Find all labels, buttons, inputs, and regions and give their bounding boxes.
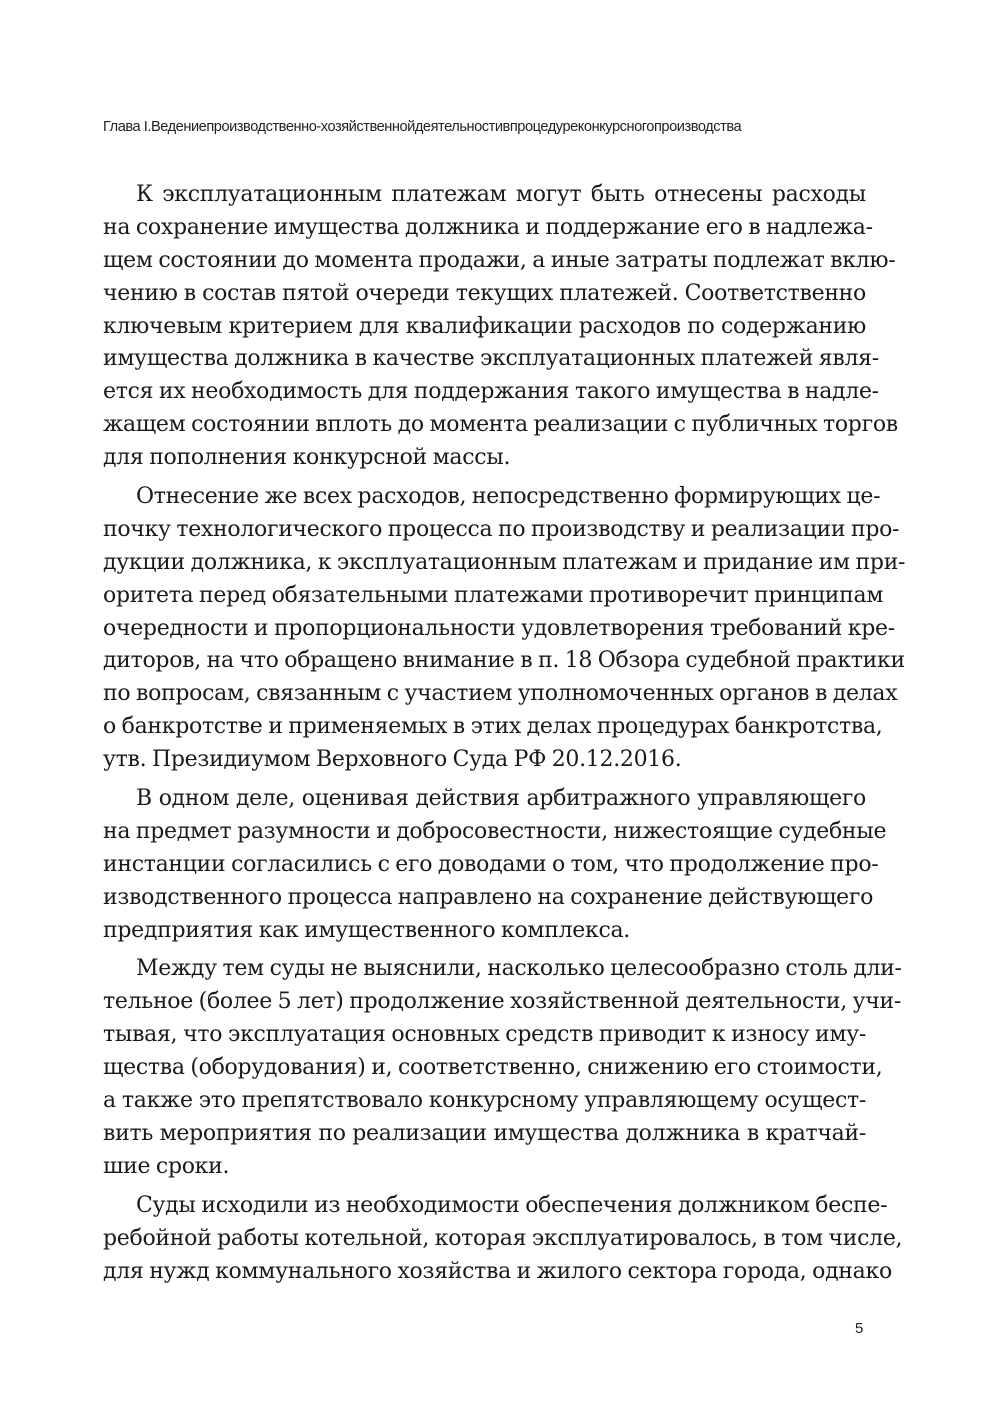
body-text (103, 179, 906, 1294)
text-line: К эксплуатационным платежам могут быть отнесены расходы (136, 182, 866, 207)
text-line: вить мероприятия по реализации имущества должника в кратчай- (103, 1120, 866, 1146)
text-line: о банкротстве и применяемых в этих делах процедурах банкротства, (103, 714, 883, 740)
text-line: тывая, что эксплуатация основных средств приводит к износу иму- (103, 1022, 866, 1048)
text-line: на сохранение имущества должника и поддержание его в надлежа- (103, 214, 873, 240)
text-line: ется их необходимость для поддержания такого имущества в надле- (103, 379, 879, 405)
text-line: щем состоянии до момента продажи, а иные затраты подлежат вклю- (103, 247, 896, 273)
paragraph-4 (103, 953, 902, 1183)
text-line: для нужд коммунального хозяйства и жилого сектора города, однако (103, 1258, 892, 1284)
text-line: инстанции согласились с его доводами о том, что продолжение про- (103, 851, 879, 877)
text-line: Отнесение же всех расходов, непосредственно формирующих це- (136, 484, 881, 510)
text-line: для пополнения конкурсной массы. (103, 445, 511, 471)
text-line: жащем состоянии вплоть до момента реализации с публичных торгов (103, 412, 898, 438)
text-line: чению в состав пятой очереди текущих платежей. Соответственно (103, 280, 866, 306)
text-line: шие сроки. (103, 1153, 230, 1179)
text-line: утв. Президиумом Верховного Суда РФ 20.12.2016. (103, 747, 682, 773)
text-line: ребойной работы котельной, которая эксплуатировалось, в том числе, (103, 1225, 903, 1251)
text-line: ключевым критерием для квалификации расходов по содержанию (103, 313, 866, 339)
text-line: Между тем суды не выяснили, насколько целесообразно столь дли- (136, 956, 902, 982)
running-header: Глава I.Ведениепроизводственно-хозяйственнойдеятельностивпроцедуреконкурсногопроизводства (103, 119, 742, 135)
text-line: по вопросам, связанным с участием уполномоченных органов в делах (103, 681, 898, 707)
text-line: дукции должника, к эксплуатационным платежам и придание им при- (103, 549, 906, 575)
text-line: очередности и пропорциональности удовлетворения требований кре- (103, 615, 895, 641)
text-line: диторов, на что обращено внимание в п. 18 Обзора судебной практики (103, 648, 905, 674)
text-line: на предмет разумности и добросовестности, нижестоящие судебные (103, 818, 887, 844)
text-line: изводственного процесса направлено на сохранение действующего (103, 884, 874, 910)
text-line: В одном деле, оценивая действия арбитражного управляющего (136, 786, 866, 812)
paragraph-2 (103, 481, 906, 777)
text-line: предприятия как имущественного комплекса. (103, 917, 630, 943)
page-number: 5 (855, 1320, 864, 1337)
text-line: имущества должника в качестве эксплуатационных платежей явля- (103, 346, 879, 372)
text-line: тельное (более 5 лет) продолжение хозяйственной деятельности, учи- (103, 989, 901, 1015)
text-line: щества (оборудования) и, соответственно, снижению его стоимости, (103, 1055, 883, 1081)
paragraph-3 (103, 783, 887, 947)
text-line: Суды исходили из необходимости обеспечения должником беспе- (136, 1192, 888, 1218)
text-line: почку технологического процесса по производству и реализации про- (103, 516, 900, 542)
text-line: а также это препятствовало конкурсному управляющему осущест- (103, 1088, 866, 1114)
paragraph-1 (103, 179, 898, 475)
paragraph-5 (103, 1190, 903, 1289)
text-line: оритета перед обязательными платежами противоречит принципам (103, 582, 884, 608)
